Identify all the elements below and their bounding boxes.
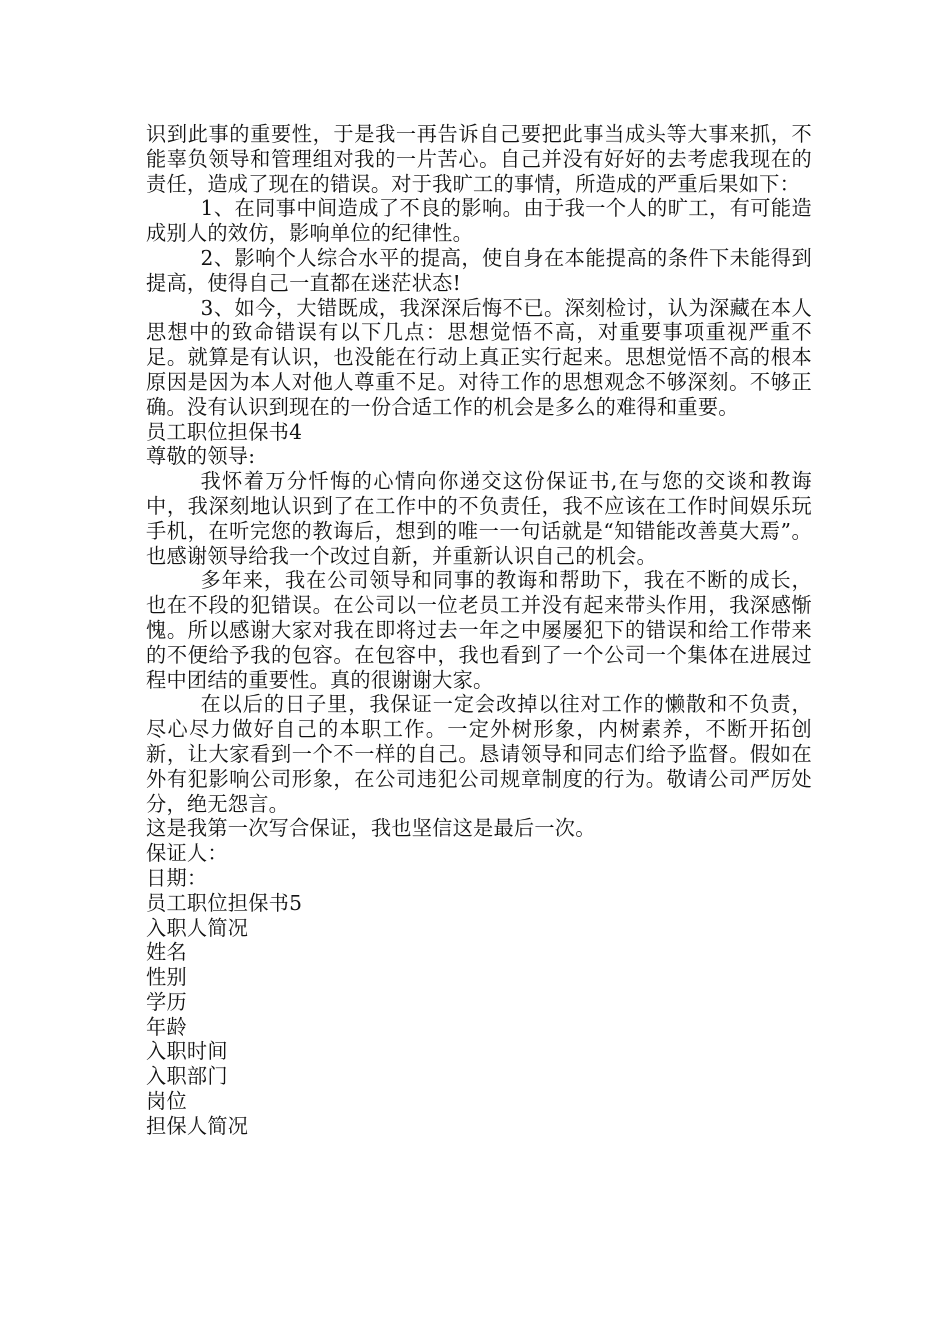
paragraph: 识到此事的重要性，于是我一再告诉自己要把此事当成头等大事来抓，不能辜负领导和管理组对我的一片苦心。自己并没有好好的去考虑我现在的责任，造成了现在的错误。对于我旷工的事情，所造成的严重后果如下： — [146, 122, 812, 196]
salutation: 尊敬的领导: — [146, 444, 256, 469]
form-field-label: 性别 — [146, 965, 187, 990]
form-field-label: 岗位 — [146, 1089, 187, 1114]
guarantor-label: 保证人： — [146, 841, 228, 866]
paragraph-item-3: 3、如今，大错既成，我深深后悔不已。深刻检讨，认为深藏在本人思想中的致命错误有以下几点：思想觉悟不高，对重要事项重视严重不足。就算是有认识，也没能在行动上真正实行起来。思想觉悟不高的根本原因是因为本人对他人尊重不足。对待工作的思想观念不够深刻。不够正确。没有认识到现在的一份合适工作的机会是多么的难得和重要。 — [146, 295, 812, 419]
document-body — [146, 122, 812, 1139]
form-field-label: 年龄 — [146, 1014, 187, 1039]
form-field-label: 姓名 — [146, 940, 187, 965]
form-field-label: 入职时间 — [146, 1039, 228, 1064]
form-field-label: 学历 — [146, 989, 187, 1014]
paragraph-item-2: 2、影响个人综合水平的提高，使自身在本能提高的条件下未能得到提高，使得自己一直都在迷茫状态! — [146, 245, 812, 295]
paragraph: 在以后的日子里，我保证一定会改掉以往对工作的懒散和不负责，尽心尽力做好自己的本职工作。一定外树形象，内树素养，不断开拓创新，让大家看到一个不一样的自己。恳请领导和同志们给予监督。假如在外有犯影响公司形象，在公司违犯公司规章制度的行为。敬请公司严厉处分，绝无怨言。 — [146, 692, 812, 816]
form-field-label: 入职人简况 — [146, 915, 249, 940]
paragraph-item-1: 1、在同事中间造成了不良的影响。由于我一个人的旷工，有可能造成别人的效仿，影响单位的纪律性。 — [146, 196, 812, 246]
date-label: 日期： — [146, 865, 208, 890]
section-heading-4: 员工职位担保书4 — [146, 419, 303, 444]
form-field-label: 入职部门 — [146, 1064, 228, 1089]
closing-line: 这是我第一次写合保证，我也坚信这是最后一次。 — [146, 816, 596, 841]
form-field-label: 担保人简况 — [146, 1113, 249, 1138]
paragraph: 多年来，我在公司领导和同事的教诲和帮助下，我在不断的成长，也在不段的犯错误。在公司以一位老员工并没有起来带头作用，我深感惭愧。所以感谢大家对我在即将过去一年之中屡屡犯下的错误和给工作带来的不便给予我的包容。在包容中，我也看到了一个公司一个集体在进展过程中团结的重要性。真的很谢谢大家。 — [146, 568, 812, 692]
paragraph: 我怀着万分忏悔的心情向你递交这份保证书,在与您的交谈和教诲中，我深刻地认识到了在工作中的不负责任，我不应该在工作时间娱乐玩手机，在听完您的教诲后，想到的唯一一句话就是“知错能改善莫大焉”。也感谢领导给我一个改过自新，并重新认识自己的机会。 — [146, 469, 812, 568]
section-heading-5: 员工职位担保书5 — [146, 890, 303, 915]
